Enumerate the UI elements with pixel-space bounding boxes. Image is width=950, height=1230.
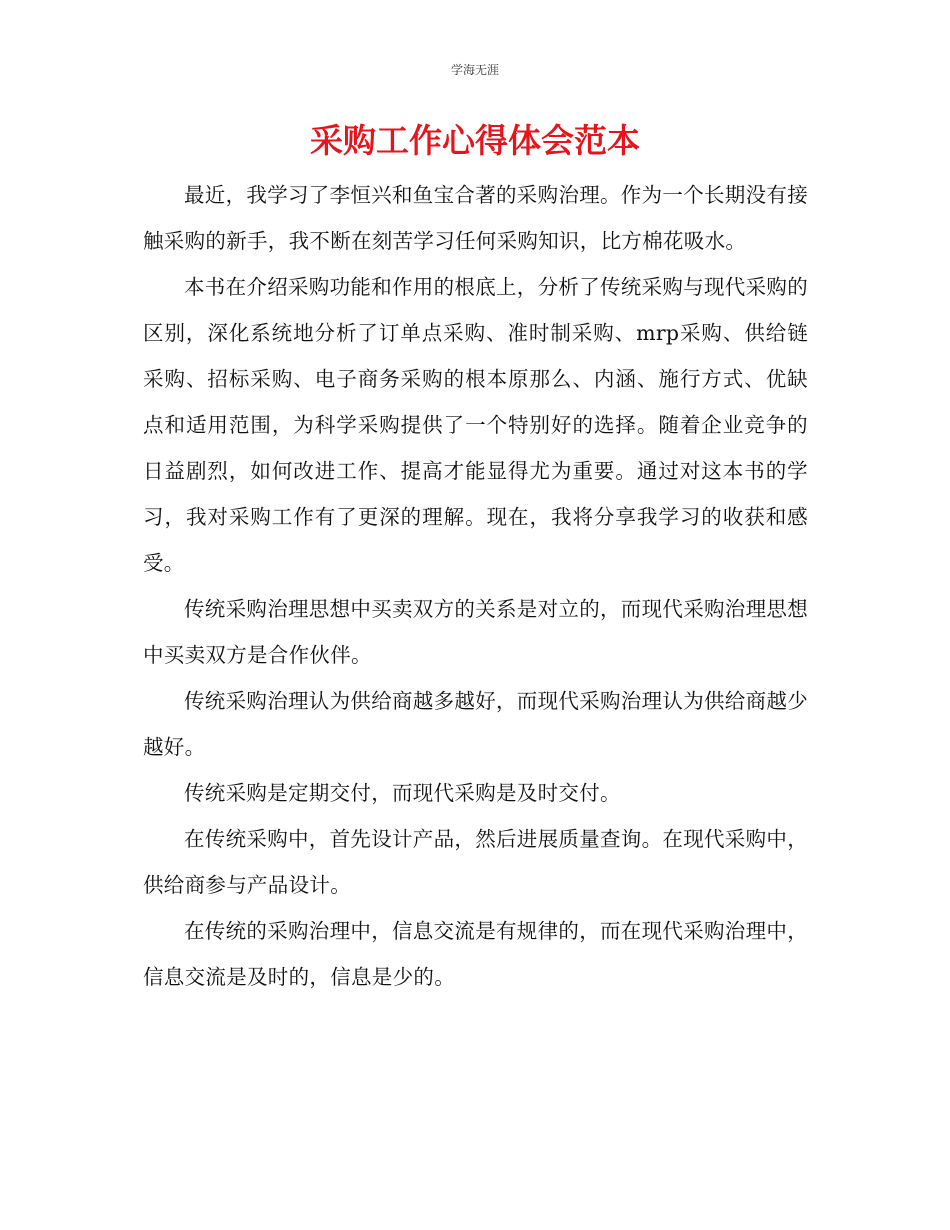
paragraph-7: 在传统的采购治理中，信息交流是有规律的，而在现代采购治理中，信息交流是及时的，信息是少的。 (143, 919, 808, 989)
page-header: 学海无涯 (450, 63, 499, 77)
paragraph-6: 在传统采购中，首先设计产品，然后进展质量查询。在现代采购中，供给商参与产品设计。 (143, 827, 808, 897)
document-body (143, 172, 808, 1000)
paragraph-5: 传统采购是定期交付，而现代采购是及时交付。 (184, 781, 621, 805)
paragraph-1: 最近，我学习了李恒兴和鱼宝合著的采购治理。作为一个长期没有接触采购的新手，我不断在刻苦学习任何采购知识，比方棉花吸水。 (143, 183, 808, 253)
paragraph-3: 传统采购治理思想中买卖双方的关系是对立的，而现代采购治理思想中买卖双方是合作伙伴。 (143, 597, 808, 667)
paragraph-4: 传统采购治理认为供给商越多越好，而现代采购治理认为供给商越少越好。 (143, 689, 808, 759)
paragraph-2: 本书在介绍采购功能和作用的根底上，分析了传统采购与现代采购的区别，深化系统地分析了订单点采购、准时制采购、mrp采购、供给链采购、招标采购、电子商务采购的根本原那么、内涵、施行方式、优缺点和适用范围，为科学采购提供了一个特别好的选择。随着企业竞争的日益剧烈，如何改进工作、提高才能显得尤为重要。通过对这本书的学习，我对采购工作有了更深的理解。现在，我将分享我学习的收获和感受。 (143, 275, 808, 575)
document-title: 采购工作心得体会范本 (310, 121, 640, 160)
